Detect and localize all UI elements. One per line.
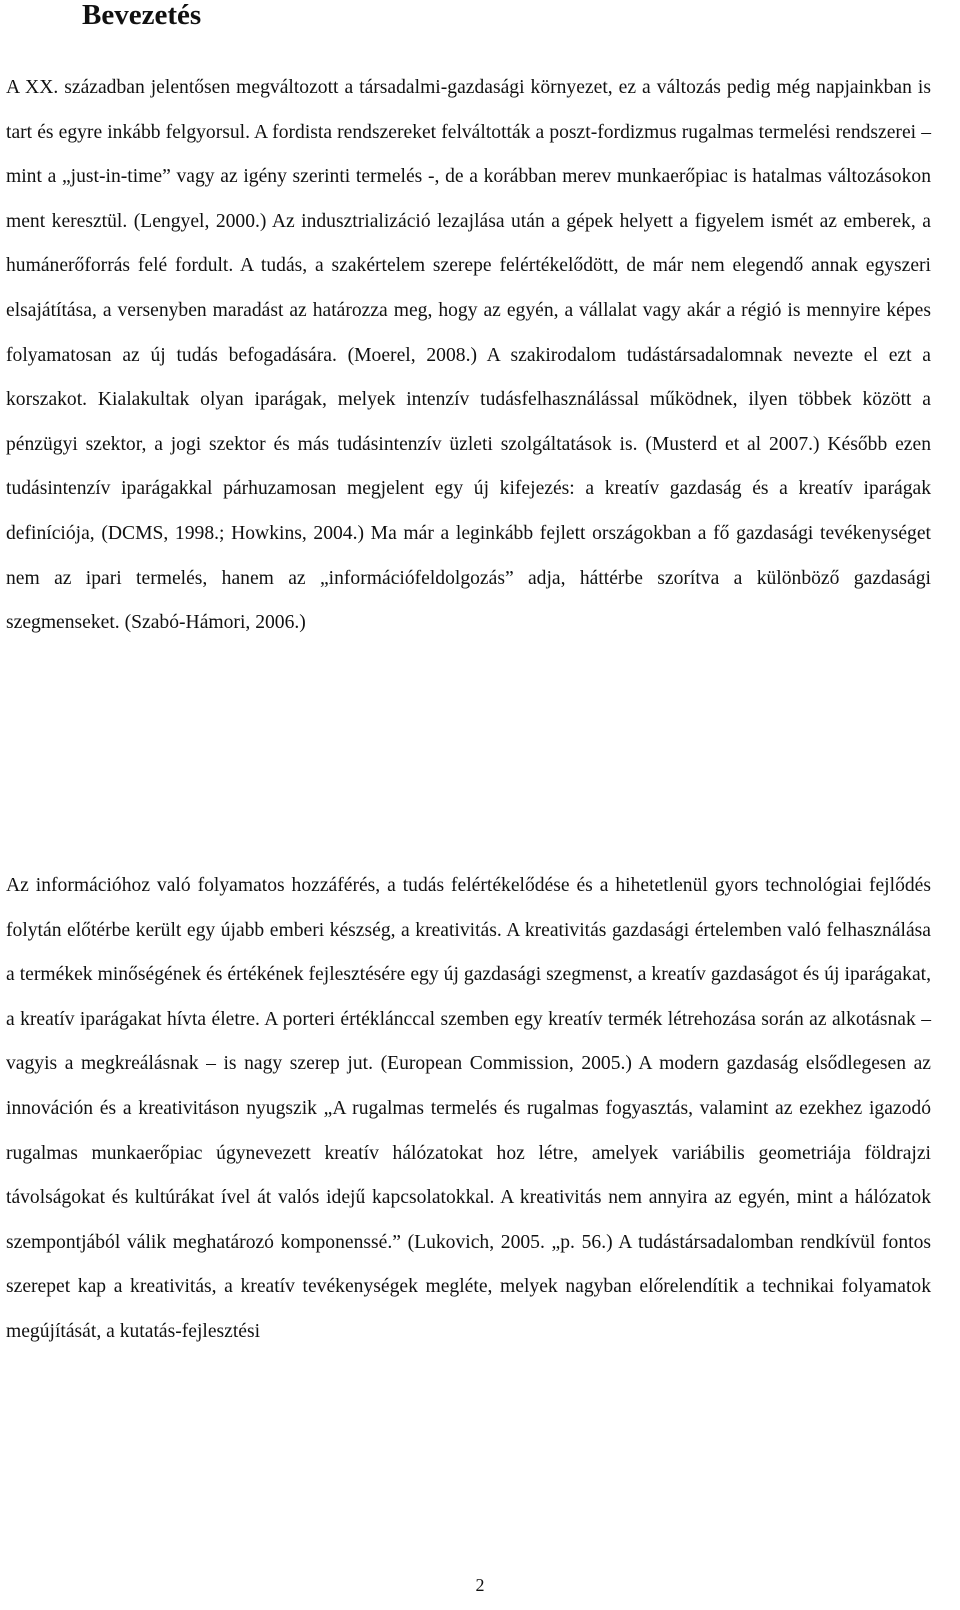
section-heading: Bevezetés	[82, 0, 202, 31]
paragraph-intro: A XX. században jelentősen megváltozott a társadalmi-gazdasági környezet, ez a változás pedig még napjainkban is tart és egyre inkább felgyorsul. A fordista rendszereket felváltották a poszt-fordizmus rugalmas termelési rendszerei – mint a „just-in-time” vagy az igény szerinti termelés -, de a korábban merev munkaerőpiac is hatalmas változásokon ment keresztül. (Lengyel, 2000.) Az indusztrializáció lezajlása után a gépek helyett a figyelem ismét az emberek, a humánerőforrás felé fordult. A tudás, a szakértelem szerepe felértékelődött, de már nem elegendő annak egyszeri elsajátítása, a versenyben maradást az határozza meg, hogy az egyén, a vállalat vagy akár a régió is mennyire képes folyamatosan az új tudás befogadására. (Moerel, 2008.) A szakirodalom tudástársadalomnak nevezte el ezt a korszakot. Kialakultak olyan iparágak, melyek intenzív tudásfelhasználással működnek, ilyen többek között a pénzügyi szektor, a jogi szektor és más tudásintenzív üzleti szolgáltatások is. (Musterd et al 2007.) Később ezen tudásintenzív iparágakkal párhuzamosan megjelent egy új kifejezés: a kreatív gazdaság és a kreatív iparágak definíciója, (DCMS, 1998.; Howkins, 2004.) Ma már a leginkább fejlett országokban a fő gazdasági tevékenységet nem az ipari termelés, hanem az „információfeldolgozás” adja, háttérbe szorítva a különböző gazdasági szegmenseket. (Szabó-Hámori, 2006.)	[6, 77, 931, 634]
paragraph-creativity: Az információhoz való folyamatos hozzáférés, a tudás felértékelődése és a hihetetlenül gyors technológiai fejlődés folytán előtérbe került egy újabb emberi készség, a kreativitás. A kreativitás gazdasági értelemben való felhasználása a termékek minőségének és értékének fejlesztésére egy új gazdasági szegmenst, a kreatív gazdaságot és új iparágakat, a kreatív iparágakat hívta életre. A porteri értéklánccal szemben egy kreatív termék létrehozása során az alkotásnak – vagyis a megkreálásnak – is nagy szerep jut. (European Commission, 2005.) A modern gazdaság elsődlegesen az innováción és a kreativitáson nyugszik „A rugalmas termelés és rugalmas fogyasztás, valamint az ezekhez igazodó rugalmas munkaerőpiac úgynevezett kreatív hálózatokat hoz létre, amelyek variábilis geometriája földrajzi távolságokat és kultúrákat ível át valós idejű kapcsolatokkal. A kreativitás nem annyira az egyén, mint a hálózatok szempontjából válik meghatározó komponenssé.” (Lukovich, 2005. „p. 56.) A tudástársadalomban rendkívül fontos szerepet kap a kreativitás, a kreatív tevékenységek megléte, melyek nagyban előrelendítik a technikai folyamatok megújítását, a kutatás-fejlesztési	[6, 875, 931, 1342]
page-number: 2	[475, 1575, 485, 1595]
